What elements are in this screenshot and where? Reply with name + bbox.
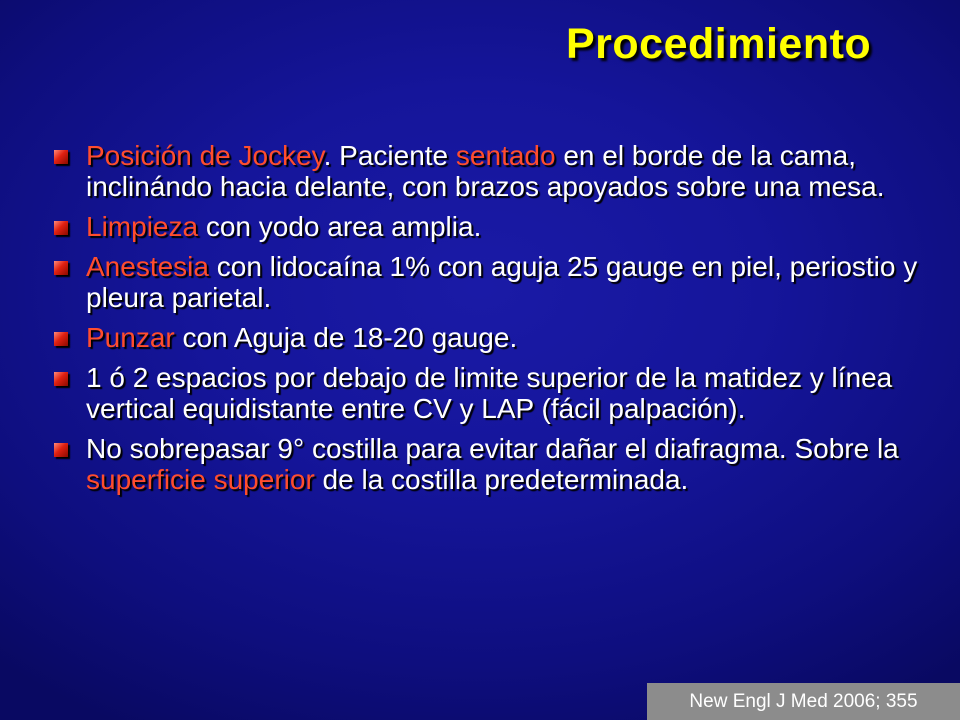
- red-square-bullet-icon: [54, 332, 68, 346]
- bullet-text: con Aguja de 18-20 gauge.: [174, 322, 518, 353]
- bullet-item-location: [54, 362, 944, 424]
- bullet-item-cleaning: [54, 211, 944, 242]
- red-square-bullet-icon: [54, 261, 68, 275]
- bullet-list: [54, 140, 944, 504]
- bullet-text: 1 ó 2 espacios por debajo de limite superior de la matidez y línea vertical equidistante entre CV y LAP (fácil palpación).: [86, 362, 893, 424]
- bullet-text: en el borde de la cama, inclinándo hacia delante, con brazos apoyados sobre una mesa.: [86, 140, 885, 202]
- highlight-text: Posición de Jockey: [86, 140, 324, 171]
- highlight-text: Punzar: [86, 322, 175, 353]
- red-square-bullet-icon: [54, 221, 68, 235]
- highlight-text: Limpieza: [86, 211, 199, 242]
- red-square-bullet-icon: [54, 443, 68, 457]
- bullet-text: . Paciente: [323, 140, 456, 171]
- highlight-text: superficie superior: [86, 464, 315, 495]
- red-square-bullet-icon: [54, 372, 68, 386]
- bullet-text: de la costilla predeterminada.: [314, 464, 689, 495]
- slide-title: Procedimiento: [566, 20, 872, 68]
- bullet-text: con lidocaína 1% con aguja 25 gauge en piel, periostio y pleura parietal.: [86, 251, 918, 313]
- highlight-text: sentado: [455, 140, 556, 171]
- bullet-text: con yodo area amplia.: [198, 211, 482, 242]
- bullet-item-rib-limit: [54, 433, 944, 495]
- red-square-bullet-icon: [54, 150, 68, 164]
- highlight-text: Anestesia: [86, 251, 209, 282]
- bullet-text: No sobrepasar 9° costilla para evitar dañar el diafragma. Sobre la: [86, 433, 899, 464]
- bullet-item-puncture: [54, 322, 944, 353]
- citation-label: New Engl J Med 2006; 355: [647, 683, 960, 720]
- bullet-item-anesthesia: [54, 251, 944, 313]
- bullet-item-position: [54, 140, 944, 202]
